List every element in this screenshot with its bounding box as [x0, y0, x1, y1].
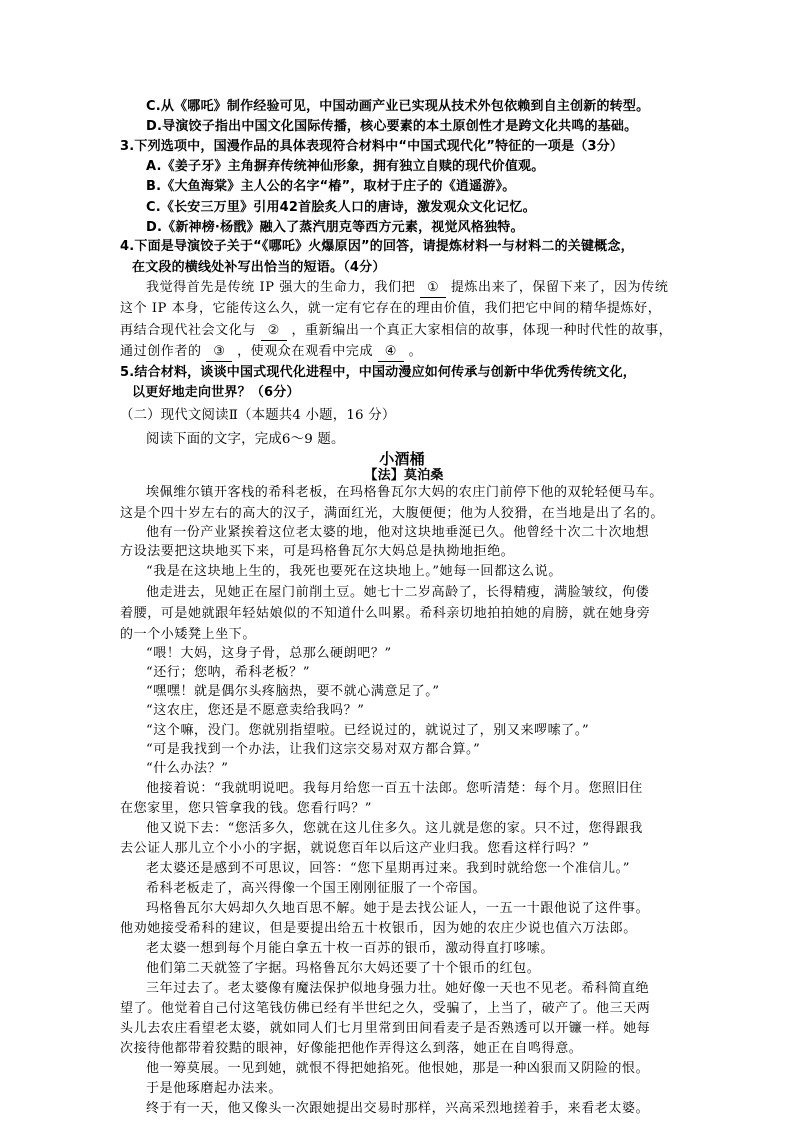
story-line: 他又说下去：“您活多久，您就在这儿住多久。这儿就是您的家。只不过，您得跟我	[146, 821, 643, 836]
story-line: 他走进去，见她正在屋门前削土豆。她七十二岁高龄了，长得精瘦，满脸皱纹，佝偻	[146, 585, 650, 600]
story-line: “这农庄，您还是不愿意卖给我吗？”	[146, 703, 365, 718]
q4-blank-3: ③	[206, 343, 232, 362]
story-line: “还行；您呐，希科老板？”	[146, 665, 311, 680]
q2-option-c: C.从《哪吒》制作经验可见，中国动画产业已实现从技术外包依赖到自主创新的转型。	[146, 99, 650, 114]
story-line: 埃佩维尔镇开客栈的希科老板，在玛格鲁瓦尔大妈的农庄门前停下他的双轮轻便马车。	[146, 485, 663, 500]
story-line: 他劝她接受希科的建议，但是要提出给五十枚银币，因为她的农庄少说也值六万法郎。	[120, 921, 637, 936]
section-header: （二）现代文阅读Ⅱ（本题共4 小题，16 分）	[120, 408, 396, 423]
q4-passage-text: ，重新编出一个真正大家相信的故事，体现一种时代性的故事，	[291, 323, 673, 338]
q3-stem: 3.下列选项中，国漫作品的具体表现符合材料中“中国式现代化”特征的一项是（3分）	[120, 139, 624, 154]
q3-option-c: C.《长安三万里》引用42首脍炙人口的唐诗，激发观众文化记忆。	[146, 200, 536, 215]
story-line: 于是他琢磨起办法来。	[146, 1081, 283, 1096]
story-line: 他接着说：“我就明说吧。我每月给您一百五十法郎。您听清楚：每个月。您照旧住	[146, 781, 643, 796]
section-instruction: 阅读下面的文字，完成6～9 题。	[146, 432, 345, 447]
story-line: 三年过去了。老太婆像有魔法保护似地身强力壮。她好像一天也不见老。希科简直绝	[146, 981, 650, 996]
story-line: “可是我找到一个办法，让我们这宗交易对双方都合算。”	[146, 742, 481, 757]
story-line: 他一筹莫展。一见到她，就恨不得把她掐死。他恨她，那是一种凶狠而又阴险的恨。	[146, 1061, 650, 1076]
story-line: 望了。他觉着自己付这笔钱仿佛已经有半世纪之久，受骗了，上当了，破产了。他三天两	[120, 1001, 651, 1016]
story-line: 头儿去农庄看望老太婆，就如同人们七月里常到田间看麦子是否熟透可以开镰一样。她每	[120, 1021, 651, 1036]
story-line: 着腰，可是她就跟年轻姑娘似的不知道什么叫累。希科亲切地拍拍她的肩膀，就在她身旁	[120, 606, 651, 621]
story-line: “什么办法？”	[146, 761, 229, 776]
story-author: 【法】莫泊桑	[364, 468, 444, 483]
story-line: 希科老板走了，高兴得像一个国王刚刚征服了一个帝国。	[146, 881, 487, 896]
q4-blank-1: ①	[420, 279, 446, 298]
q4-passage-text: 。	[408, 344, 423, 359]
q4-passage-text: 提炼出来了，保留下来了，因为传统	[450, 280, 669, 295]
q4-passage-line1	[146, 279, 668, 298]
story-line: “喂！大妈，这身子骨，总那么硬朗吧？”	[146, 646, 392, 661]
story-line: 玛格鲁瓦尔大妈却久久地百思不解。她于是去找公证人，一五一十跟他说了这件事。	[146, 901, 650, 916]
story-line: 的一个小矮凳上坐下。	[120, 627, 257, 642]
q4-passage-text: 我觉得首先是传统 IP 强大的生命力，我们把	[146, 280, 416, 295]
story-line: 方设法要把这块地买下来，可是玛格鲁瓦尔大妈总是执拗地拒绝。	[120, 544, 515, 559]
story-line: 他们第二天就签了字据。玛格鲁瓦尔大妈还要了十个银币的红包。	[146, 961, 541, 976]
q4-passage-text: 再结合现代社会文化与	[120, 323, 257, 338]
q4-blank-4: ④	[378, 343, 404, 362]
q4-passage-line3	[120, 322, 672, 341]
q4-passage-line4	[120, 343, 422, 362]
story-line: 老太婆一想到每个月能白拿五十枚一百苏的银币，激动得直打哆嗦。	[146, 941, 555, 956]
story-line: 老太婆还是感到不可思议，回答：“您下星期再过来。我到时就给您一个准信儿。”	[146, 861, 630, 876]
q4-stem-line2: 在文段的横线处补写出恰当的短语。（4分）	[132, 260, 386, 275]
story-line: 去公证人那儿立个小小的字据，就说您百年以后这产业归我。您看这样行吗？”	[120, 841, 590, 856]
story-line: “这个嘛，没门。您就别指望啦。已经说过的，就说过了，别又来啰嗦了。”	[146, 723, 590, 738]
q4-passage-text: 通过创作者的	[120, 344, 202, 359]
story-title: 小酒桶	[379, 450, 425, 468]
q5-line1: 5.结合材料，谈谈中国式现代化进程中，中国动漫应如何传承与创新中华优秀传统文化，	[120, 365, 636, 380]
q3-option-a: A.《姜子牙》主角摒弃传统神仙形象，拥有独立自赎的现代价值观。	[146, 159, 545, 174]
story-line: 这是个四十岁左右的高大的汉子，满面红光，大腹便便；他为人狡猾，在当地是出了名的。	[120, 506, 665, 521]
q5-line2: 以更好地走向世界？（6分）	[132, 385, 300, 400]
story-line: “嘿嘿！就是偶尔头疼脑热，要不就心满意足了。”	[146, 684, 440, 699]
story-line: 在您家里，您只管拿我的钱。您看行吗？”	[120, 801, 373, 816]
q2-option-d: D.导演饺子指出中国文化国际传播，核心要素的本土原创性才是跨文化共鸣的基础。	[146, 119, 638, 134]
q4-stem-line1: 4.下面是导演饺子关于“《哪吒》火爆原因”的回答，请提炼材料一与材料二的关键概念，	[120, 239, 634, 254]
story-line: 他有一份产业紧挨着这位老太婆的地，他对这块地垂涎已久。他曾经十次二十次地想	[146, 525, 650, 540]
story-line: 次接待他都带着狡黠的眼神，好像能把他作弄得这么到落，她正在自鸣得意。	[120, 1041, 583, 1056]
q3-option-b: B.《大鱼海棠》主人公的名字“椿”，取材于庄子的《逍遥游》。	[146, 179, 516, 194]
q4-passage-text: ，使观众在观看中完成	[237, 344, 374, 359]
story-line: “我是在这块地上生的，我死也要死在这块地上。”她每一回都这么说。	[146, 564, 562, 579]
q4-blank-2: ②	[261, 322, 287, 341]
q4-passage-line2: 这个 IP 本身，它能传这么久，就一定有它存在的理由价值，我们把它中间的精华提炼好，	[120, 301, 662, 316]
q3-option-d: D.《新神榜·杨戬》融入了蒸汽朋克等西方元素，视觉风格独特。	[146, 220, 524, 235]
story-line: 终于有一天，他又像头一次跟她提出交易时那样，兴高采烈地搓着手，来看老太婆。	[146, 1101, 650, 1116]
